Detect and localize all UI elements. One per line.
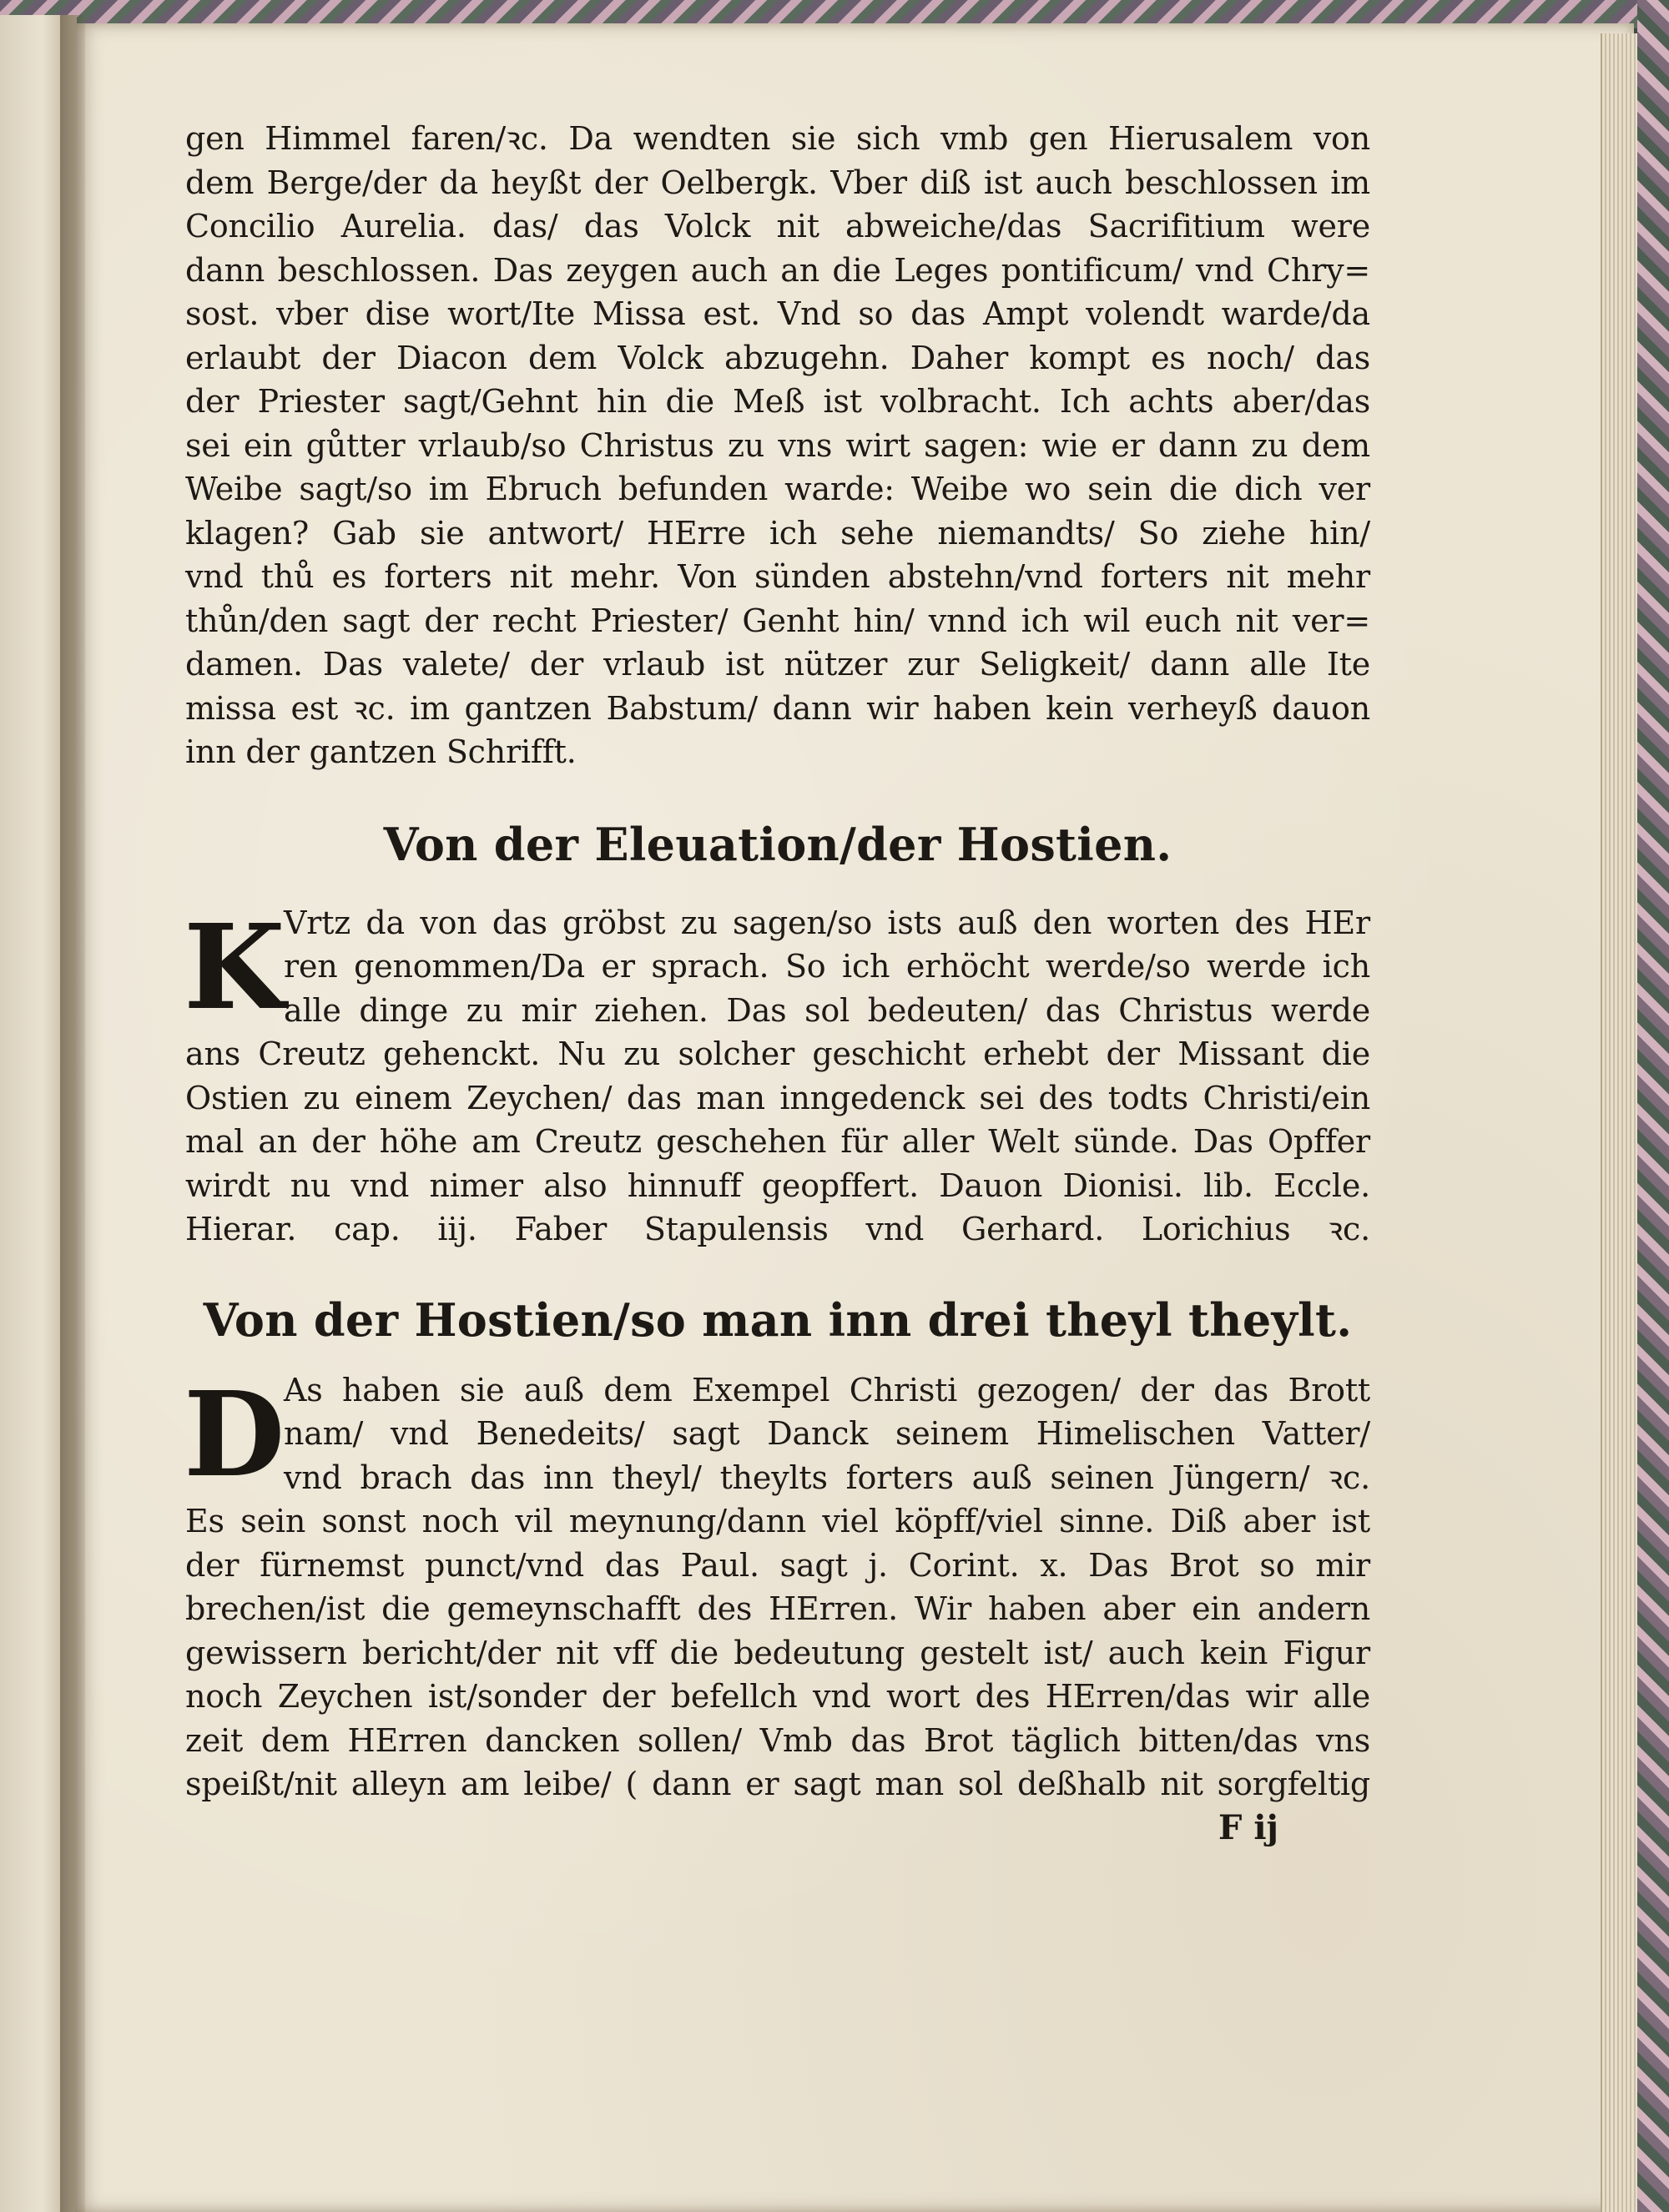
text-line: mal an der höhe am Creutz geschehen für aller Welt sünde. Das Opffer xyxy=(185,1123,1370,1160)
text-line: der Priester sagt/Gehnt hin die Meß ist volbracht. Ich achts aber/das xyxy=(185,383,1370,420)
text-line: thůn/den sagt der recht Priester/ Genht hin/ vnnd ich wil euch nit ver= xyxy=(185,602,1370,639)
text-line: zeit dem HErren dancken sollen/ Vmb das Brot täglich bitten/das vns xyxy=(185,1721,1370,1759)
text-line: nam/ vnd Benedeits/ sagt Danck seinem Himelischen Vatter/ xyxy=(284,1415,1370,1452)
text-line: inn der gantzen Schrifft. xyxy=(185,733,577,770)
text-line: sost. vber dise wort/Ite Missa est. Vnd so das Ampt volendt warde/da xyxy=(185,295,1370,332)
book-gutter xyxy=(60,15,85,2212)
text-line: gewissern bericht/der nit vff die bedeutung gestelt ist/ auch kein Figur xyxy=(185,1634,1370,1671)
text-line: Concilio Aurelia. das/ das Volck nit abweiche/das Sacrifitium were xyxy=(185,208,1370,244)
drop-cap-initial: K xyxy=(184,899,285,1036)
text-line: damen. Das valete/ der vrlaub ist nützer zur Seligkeit/ dann alle Ite xyxy=(185,646,1370,683)
section-heading: Von der Hostien/so man inn drei theyl theylt. xyxy=(203,1292,1353,1347)
paragraph-continuation xyxy=(185,117,1370,774)
section-host-division xyxy=(185,1368,1370,1806)
text-line: Es sein sonst noch vil meynung/dann viel köpff/viel sinne. Diß aber ist xyxy=(185,1503,1370,1539)
text-line: sei ein gůtter vrlaub/so Christus zu vns wirt sagen: wie er dann zu dem xyxy=(185,426,1370,464)
text-line: wirdt nu vnd nimer also hinnuff geopffert. Dauon Dionisi. lib. Eccle. xyxy=(185,1166,1370,1204)
text-line: Vrtz da von das gröbst zu sagen/so ists auß den worten des HEr xyxy=(284,904,1370,941)
drop-cap-initial: D xyxy=(184,1366,285,1504)
binding-cloth-right xyxy=(1637,0,1669,2212)
signature-mark: F ij xyxy=(1218,1807,1278,1847)
text-line: As haben sie auß dem Exempel Christi gezogen/ der das Brott xyxy=(284,1371,1370,1408)
text-line: ans Creutz gehenckt. Nu zu solcher geschicht erhebt der Missant die xyxy=(185,1035,1370,1072)
text-line: gen Himmel faren/ꝛc. Da wendten sie sich vmb gen Hierusalem von xyxy=(185,120,1370,157)
text-line: Hierar. cap. iij. Faber Stapulensis vnd Gerhard. Lorichius ꝛc. xyxy=(185,1211,1370,1247)
text-line: noch Zeychen ist/sonder der befellch vnd wort des HErren/das wir alle xyxy=(185,1678,1370,1715)
text-line: vnd brach das inn theyl/ theylts forters auß seinen Jüngern/ ꝛc. xyxy=(284,1459,1370,1496)
text-line: erlaubt der Diacon dem Volck abzugehn. Daher kompt es noch/ das xyxy=(185,339,1370,376)
text-line: speißt/nit alleyn am leibe/ ( dann er sagt man sol deßhalb nit sorgfeltig xyxy=(185,1766,1370,1802)
text-line: alle dinge zu mir ziehen. Das sol bedeuten/ das Christus werde xyxy=(284,991,1370,1029)
text-line: dann beschlossen. Das zeygen auch an die Leges pontificum/ vnd Chry= xyxy=(185,251,1370,289)
text-line: klagen? Gab sie antwort/ HErre ich sehe niemandts/ So ziehe hin/ xyxy=(185,514,1370,552)
text-line: dem Berge/der da heyßt der Oelbergk. Vber diß ist auch beschlossen im xyxy=(185,164,1370,201)
section-elevation xyxy=(185,901,1370,1252)
text-line: vnd thů es forters nit mehr. Von sünden abstehn/vnd forters nit mehr xyxy=(185,558,1370,595)
page-fore-edge xyxy=(1601,33,1639,2212)
section-heading: Von der Eleuation/der Hostien. xyxy=(383,817,1172,871)
text-line: der fürnemst punct/vnd das Paul. sagt j. Corint. x. Das Brot so mir xyxy=(185,1546,1370,1584)
text-block xyxy=(185,117,1370,1850)
text-line: missa est ꝛc. im gantzen Babstum/ dann wir haben kein verheyß dauon xyxy=(185,689,1370,727)
text-line: Ostien zu einem Zeychen/ das man inngedenck sei des todts Christi/ein xyxy=(185,1079,1370,1116)
text-line: brechen/ist die gemeynschafft des HErren. Wir haben aber ein andern xyxy=(185,1590,1370,1627)
text-line: ren genommen/Da er sprach. So ich erhöcht werde/so werde ich xyxy=(284,948,1370,985)
text-line: Weibe sagt/so im Ebruch befunden warde: Weibe wo sein die dich ver xyxy=(185,471,1370,507)
